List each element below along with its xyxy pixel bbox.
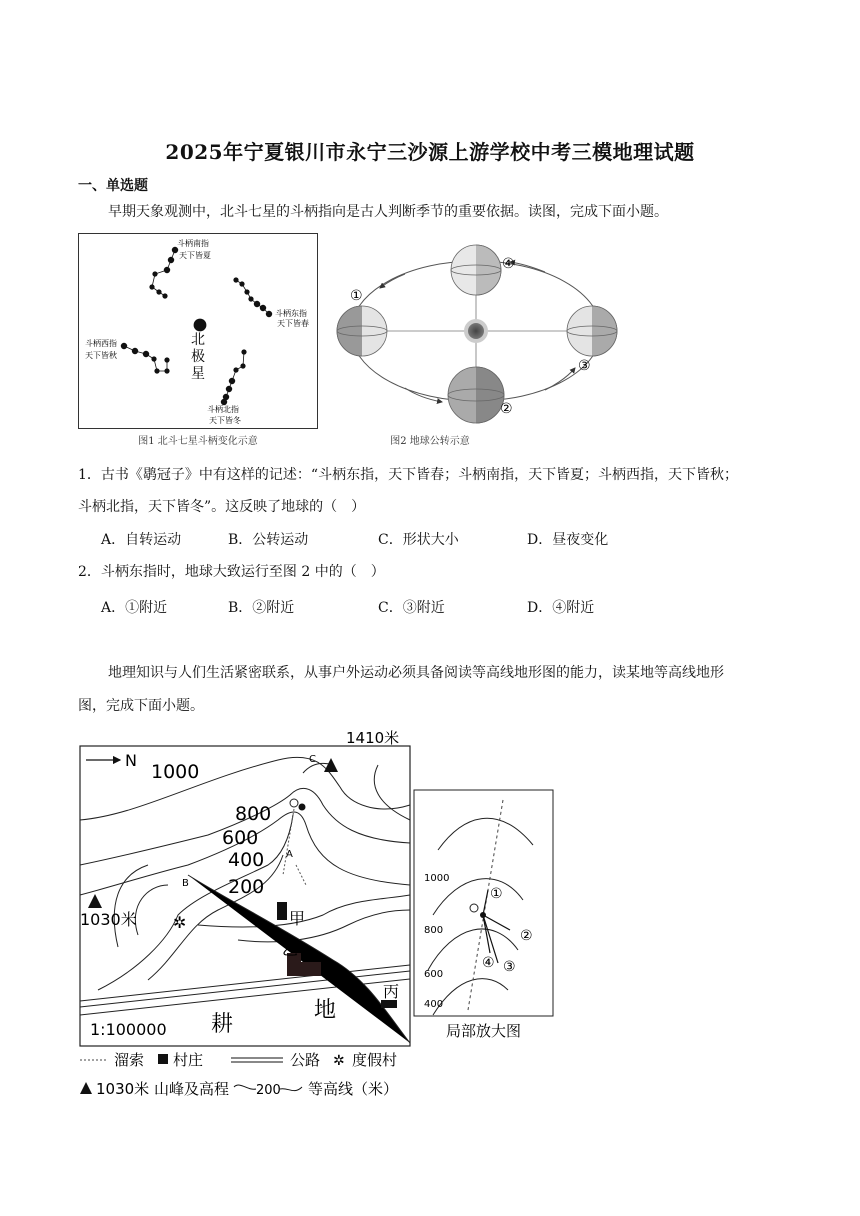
legend-contour: 等高线（米） bbox=[308, 1080, 399, 1098]
inset-arrow-2: ② bbox=[520, 928, 533, 944]
inset-arrow-1: ① bbox=[490, 886, 503, 902]
north-label: N bbox=[125, 751, 137, 770]
legend-resort: 度假村 bbox=[352, 1051, 398, 1069]
farmland-label-1: 耕 bbox=[211, 1012, 234, 1037]
inset-400: 400 bbox=[424, 999, 444, 1010]
farmland-label-2: 地 bbox=[314, 998, 337, 1023]
q2-option-d[interactable]: D．④附近 bbox=[527, 600, 595, 616]
earth-orbit-diagram bbox=[330, 230, 625, 430]
legend-peak: 1030米 山峰及高程 bbox=[96, 1080, 229, 1098]
legend-contour-number: 200 bbox=[256, 1083, 281, 1098]
big-dipper-diagram bbox=[79, 234, 317, 428]
question-2-stem: 2．斗柄东指时，地球大致运行至图 2 中的（ ） bbox=[78, 564, 385, 580]
page-title: 2025年宁夏银川市永宁三沙源上游学校中考三模地理试题 bbox=[165, 140, 695, 164]
q2-option-a[interactable]: A．①附近 bbox=[101, 600, 168, 616]
intro-paragraph-1: 早期天象观测中，北斗七星的斗柄指向是古人判断季节的重要依据。读图，完成下面小题。 bbox=[108, 204, 668, 220]
intro-paragraph-2-line-1: 地理知识与人们生活紧密联系，从事户外运动必须具备阅读等高线地形图的能力，读某地等高线地形 bbox=[108, 665, 724, 681]
legend-resort-icon: ✲ bbox=[333, 1053, 345, 1069]
village-bing-label: 丙 bbox=[383, 982, 400, 1001]
peak-west-elevation: 1030米 bbox=[80, 910, 137, 929]
orbit-point-3: ③ bbox=[578, 358, 591, 374]
label-south-1: 斗柄南指 bbox=[177, 239, 209, 248]
polaris-char-3: 星 bbox=[191, 366, 205, 382]
point-c-label: C bbox=[309, 754, 316, 765]
label-north-1: 斗柄北指 bbox=[207, 405, 239, 414]
legend-cableway: 溜索 bbox=[114, 1051, 145, 1069]
legend-road: 公路 bbox=[290, 1051, 321, 1069]
resort-icon: ✲ bbox=[173, 913, 187, 932]
figure-1-caption: 图1 北斗七星斗柄变化示意 bbox=[138, 436, 258, 447]
label-east-1: 斗柄东指 bbox=[275, 309, 307, 318]
q1-option-a[interactable]: A．自转运动 bbox=[101, 532, 182, 548]
q1-option-d[interactable]: D．昼夜变化 bbox=[527, 532, 609, 548]
contour-map-figure bbox=[78, 725, 558, 1105]
q2-option-c[interactable]: C．③附近 bbox=[378, 600, 445, 616]
orbit-point-4: ④ bbox=[502, 256, 515, 272]
label-south-2: 天下皆夏 bbox=[179, 251, 211, 260]
orbit-point-1: ① bbox=[350, 288, 363, 304]
peak-c-elevation: 1410米 bbox=[346, 729, 400, 747]
q1-option-c[interactable]: C．形状大小 bbox=[378, 532, 459, 548]
orbit-point-2: ② bbox=[500, 401, 513, 417]
label-east-2: 天下皆春 bbox=[277, 319, 309, 328]
label-north-2: 天下皆冬 bbox=[209, 416, 241, 425]
section-heading: 一、单选题 bbox=[78, 178, 148, 194]
label-west-1: 斗柄西指 bbox=[85, 339, 117, 348]
village-yi-label: 乙 bbox=[282, 940, 299, 959]
polaris-dot bbox=[194, 319, 206, 331]
contour-label-200: 200 bbox=[228, 876, 265, 898]
inset-1000: 1000 bbox=[424, 873, 450, 884]
village-jia-label: 甲 bbox=[289, 909, 306, 928]
point-b-label: B bbox=[182, 878, 189, 889]
inset-arrow-3: ③ bbox=[503, 959, 516, 975]
contour-label-1000: 1000 bbox=[151, 761, 200, 783]
inset-600: 600 bbox=[424, 969, 444, 980]
intro-paragraph-2-line-2: 图，完成下面小题。 bbox=[78, 698, 204, 714]
inset-800: 800 bbox=[424, 925, 444, 936]
contour-label-800: 800 bbox=[235, 803, 272, 825]
figure-1-frame bbox=[78, 233, 318, 429]
inset-arrow-4: ④ bbox=[482, 955, 495, 971]
figure-2 bbox=[330, 230, 625, 430]
polaris-char-1: 北 bbox=[191, 332, 205, 348]
contour-label-400: 400 bbox=[228, 849, 265, 871]
contour-label-600: 600 bbox=[222, 827, 259, 849]
point-a-label: A bbox=[286, 849, 293, 860]
contour-map bbox=[78, 725, 558, 1105]
inset-caption: 局部放大图 bbox=[446, 1022, 522, 1040]
peak-c-icon bbox=[324, 758, 338, 772]
figure-2-caption: 图2 地球公转示意 bbox=[390, 436, 470, 447]
q2-option-b[interactable]: B．②附近 bbox=[228, 600, 295, 616]
label-west-2: 天下皆秋 bbox=[85, 351, 117, 360]
question-1-line-1: 1．古书《鹖冠子》中有这样的记述：“斗柄东指，天下皆春；斗柄南指，天下皆夏；斗柄西指，天下皆秋； bbox=[78, 467, 739, 483]
peak-west-icon bbox=[88, 894, 102, 908]
map-scale: 1:100000 bbox=[90, 1020, 167, 1039]
q1-option-b[interactable]: B．公转运动 bbox=[228, 532, 309, 548]
polaris-char-2: 极 bbox=[191, 349, 205, 365]
legend-village: 村庄 bbox=[173, 1051, 204, 1069]
question-1-line-2: 斗柄北指，天下皆冬”。这反映了地球的（ ） bbox=[78, 499, 366, 515]
